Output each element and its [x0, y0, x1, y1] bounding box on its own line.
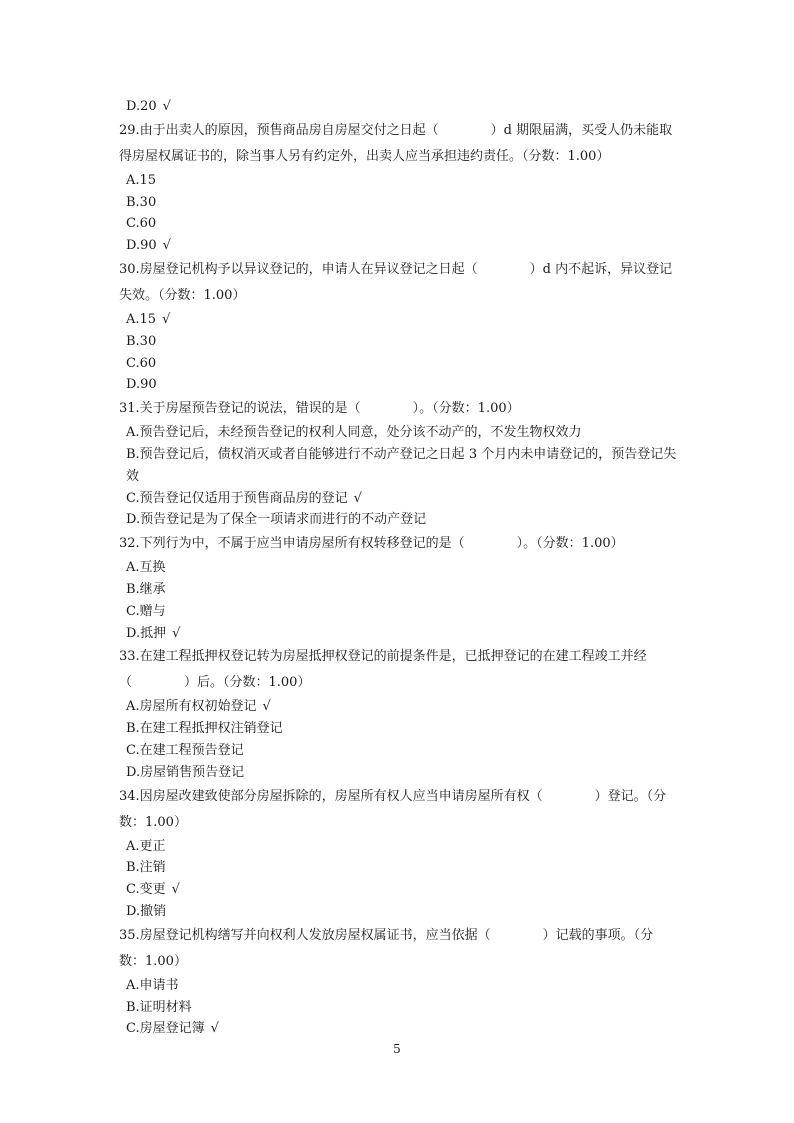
answer-option — [119, 488, 679, 510]
option-label: B.预告登记后，债权消灭或者自能够进行不动产登记之日起 3 个月内未申请登记的，预告登记失效 — [126, 446, 677, 484]
option-label: C.赠与 — [126, 603, 166, 619]
answer-option — [119, 374, 679, 396]
check-mark-icon: √ — [172, 625, 181, 641]
answer-option — [119, 353, 679, 375]
answer-option — [119, 696, 679, 718]
option-label: C.变更 — [126, 882, 166, 898]
answer-option — [119, 235, 679, 257]
answer-option — [119, 309, 679, 331]
option-label: D.90 — [126, 377, 157, 393]
option-label: B.注销 — [126, 860, 166, 876]
answer-option — [119, 836, 679, 858]
answer-option — [119, 509, 679, 531]
option-label: A.互换 — [126, 560, 166, 576]
answer-option — [119, 444, 679, 488]
option-label: B.继承 — [126, 581, 166, 597]
answer-option — [119, 579, 679, 601]
question-text: 30.房屋登记机构予以异议登记的，申请人在异议登记之日起（ ）d 内不起诉，异议登记失效。（分数：1.00） — [119, 261, 673, 303]
question-list — [119, 96, 679, 1040]
answer-option — [119, 901, 679, 923]
answer-option — [119, 975, 679, 997]
check-mark-icon: √ — [162, 238, 171, 254]
answer-option — [119, 192, 679, 214]
question-text: 29.由于出卖人的原因，预售商品房自房屋交付之日起（ ）d 期限届满，买受人仍未能取得房屋权属证书的，除当事人另有约定外，出卖人应当承担违约责任。（分数：1.00） — [119, 122, 673, 164]
check-mark-icon: √ — [262, 699, 271, 715]
answer-option — [119, 601, 679, 623]
check-mark-icon: √ — [353, 490, 362, 506]
option-label: B.30 — [126, 194, 157, 210]
option-label: D.预告登记是为了保全一项请求而进行的不动产登记 — [126, 512, 427, 528]
question-text: 35.房屋登记机构缮写并向权利人发放房屋权属证书，应当依据（ ）记载的事项。（分数：1.00） — [119, 927, 654, 969]
check-mark-icon: √ — [210, 1021, 219, 1037]
question-text: 32.下列行为中，不属于应当申请房屋所有权转移登记的是（ ）。（分数：1.00） — [119, 536, 624, 552]
previous-option-tail — [119, 96, 679, 118]
option-label: D.20 — [126, 99, 157, 114]
option-label: C.60 — [126, 355, 157, 371]
answer-option — [119, 331, 679, 353]
answer-option — [119, 718, 679, 740]
answer-option — [119, 997, 679, 1019]
check-mark-icon: √ — [171, 882, 180, 898]
option-label: C.房屋登记簿 — [126, 1021, 205, 1037]
question-text: 31.关于房屋预告登记的说法，错误的是（ ）。（分数：1.00） — [119, 401, 520, 417]
option-label: D.90 — [126, 238, 157, 254]
option-label: D.撤销 — [126, 903, 167, 919]
answer-option — [119, 623, 679, 645]
option-label: A.15 — [126, 311, 157, 327]
question-text: 33.在建工程抵押权登记转为房屋抵押权登记的前提条件是，已抵押登记的在建工程竣工并经（ ）后。（分数：1.00） — [119, 649, 647, 691]
option-label: C.预告登记仅适用于预售商品房的登记 — [126, 490, 348, 506]
option-label: A.申请书 — [126, 977, 179, 993]
answer-option — [119, 170, 679, 192]
answer-option — [119, 1018, 679, 1040]
answer-option — [119, 422, 679, 444]
check-mark-icon: √ — [162, 311, 171, 327]
check-mark-icon: √ — [162, 99, 171, 114]
option-label: A.预告登记后，未经预告登记的权利人同意，处分该不动产的，不发生物权效力 — [126, 425, 582, 441]
answer-option — [119, 857, 679, 879]
option-label: C.60 — [126, 216, 157, 232]
answer-option — [119, 879, 679, 901]
page-number: 5 — [393, 1042, 401, 1056]
option-label: C.在建工程预告登记 — [126, 742, 244, 758]
answer-option — [119, 762, 679, 784]
question-text: 34.因房屋改建致使部分房屋拆除的，房屋所有权人应当申请房屋所有权（ ）登记。（分数：1.00） — [119, 788, 667, 830]
option-label: A.更正 — [126, 838, 166, 854]
answer-option — [119, 740, 679, 762]
option-label: A.15 — [126, 172, 157, 188]
option-label: D.抵押 — [126, 625, 167, 641]
option-label: D.房屋销售预告登记 — [126, 764, 245, 780]
option-label: B.证明材料 — [126, 999, 192, 1015]
option-label: B.30 — [126, 333, 157, 349]
answer-option — [119, 213, 679, 235]
option-label: A.房屋所有权初始登记 — [126, 699, 257, 715]
answer-option — [119, 557, 679, 579]
option-label: B.在建工程抵押权注销登记 — [126, 721, 283, 737]
